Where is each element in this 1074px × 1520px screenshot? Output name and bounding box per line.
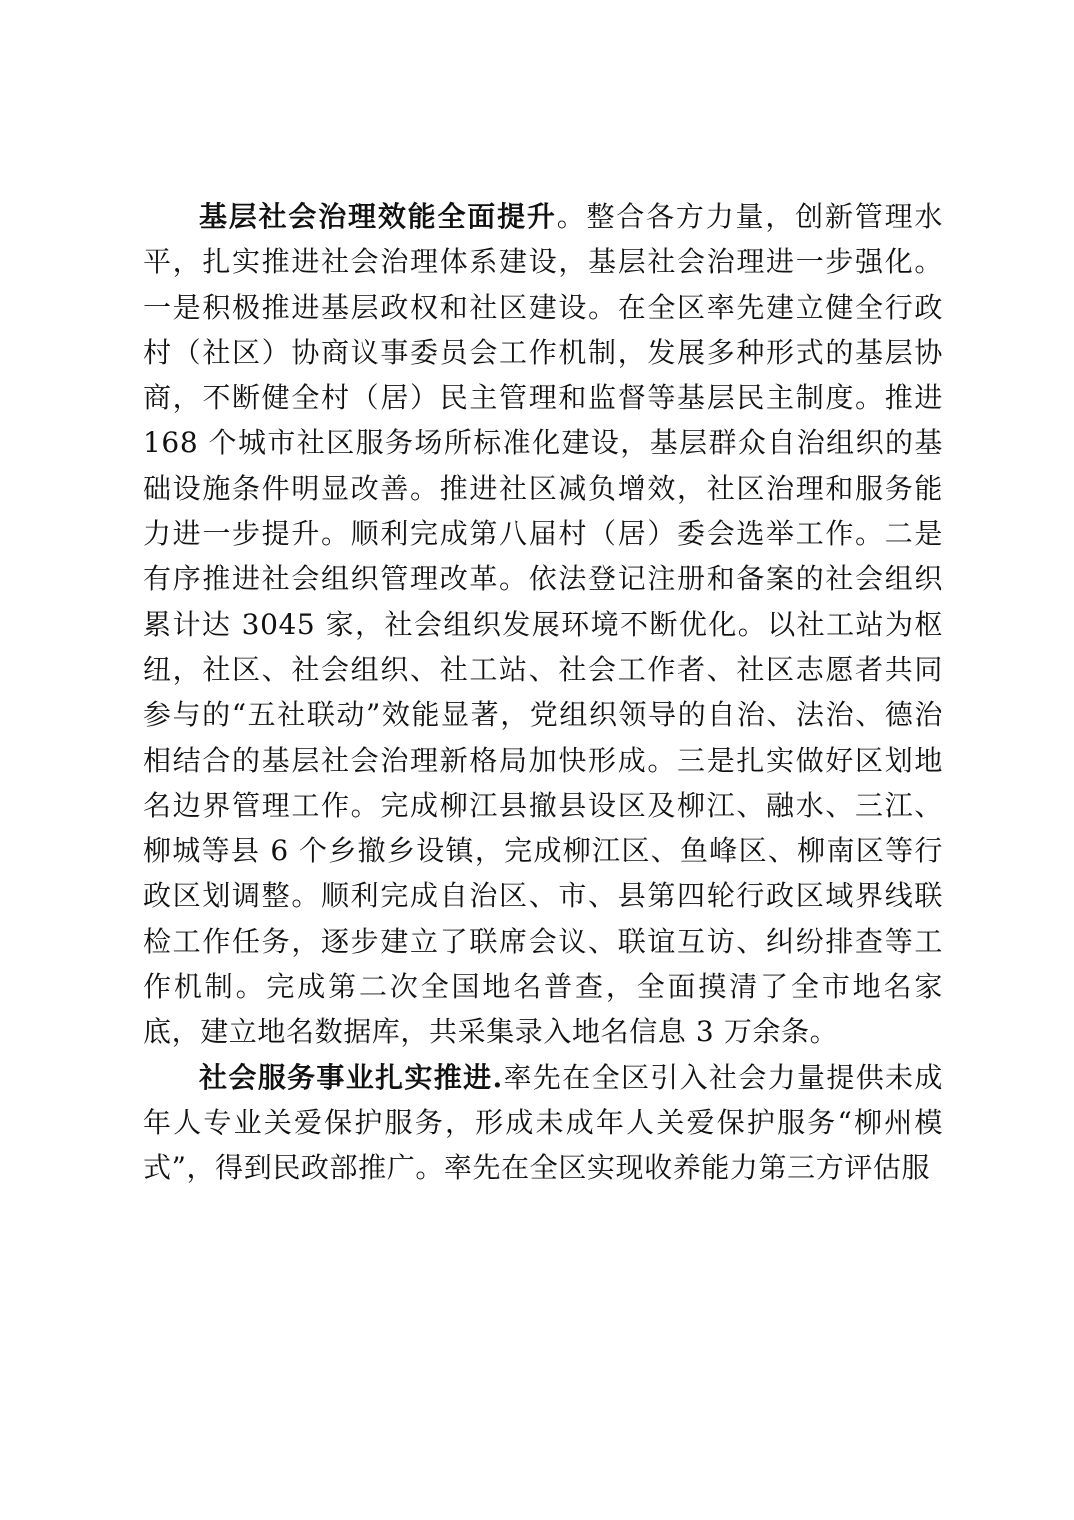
paragraph-social-services [143, 1055, 943, 1191]
paragraph-body: 率先在全区引入社会力量提供未成年人专业关爱保护服务，形成未成年人关爱保护服务“柳州模式”，得到民政部推广。率先在全区实现收养能力第三方评估服 [143, 1060, 943, 1185]
paragraph-body: 。整合各方力量，创新管理水平，扎实推进社会治理体系建设，基层社会治理进一步强化。一是积极推进基层政权和社区建设。在全区率先建立健全行政村（社区）协商议事委员会工作机制，发展多种形式的基层协商，不断健全村（居）民主管理和监督等基层民主制度。推进 168 个城市社区服务场所标准化建设，基层群众自治组织的基础设施条件明显改善。推进社区减负增效，社区治理和服务能力进一步提升。顺利完成第八届村（居）委会选举工作。二是有序推进社会组织管理改革。依法登记注册和备案的社会组织累计达 3045 家，社会组织发展环境不断优化。以社工站为枢纽，社区、社会组织、社工站、社会工作者、社区志愿者共同参与的“五社联动”效能显著，党组织领导的自治、法治、德治相结合的基层社会治理新格局加快形成。三是扎实做好区划地名边界管理工作。完成柳江县撤县设区及柳江、融水、三江、柳城等县 6 个乡撤乡设镇，完成柳江区、鱼峰区、柳南区等行政区划调整。顺利完成自治区、市、县第四轮行政区域界线联检工作任务，逐步建立了联席会议、联谊互访、纠纷排查等工作机制。完成第二次全国地名普查，全面摸清了全市地名家底，建立地名数据库，共采集录入地名信息 3 万余条。 [143, 200, 943, 1049]
paragraph-grassroots-governance [143, 194, 943, 1055]
paragraph-heading: 社会服务事业扎实推进. [199, 1060, 503, 1094]
document-body [143, 194, 943, 1191]
paragraph-heading: 基层社会治理效能全面提升 [199, 200, 557, 233]
